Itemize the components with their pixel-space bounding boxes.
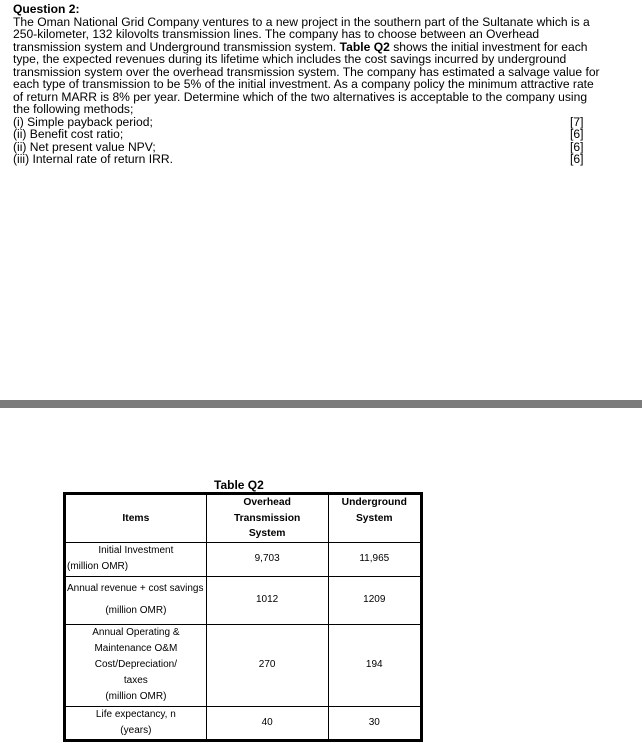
section-divider: [0, 400, 642, 408]
method-label: (ii) Benefit cost ratio;: [13, 127, 124, 141]
method-label: (iii) Internal rate of return IRR.: [13, 152, 173, 166]
question-title: Question 2:: [13, 2, 80, 16]
question-line: each type of transmission to be 5% of the initial investment. As a company policy the minimum attractive rate: [13, 77, 594, 91]
underground-value: 1209: [328, 576, 421, 624]
question-line-part: transmission system and Underground transmission system.: [13, 39, 337, 54]
question-line: type, the expected revenues during its lifetime which includes the cost savings incurred by underground: [13, 52, 567, 66]
table-row: [65, 576, 422, 624]
item-cell: [65, 542, 207, 576]
item-line: (million OMR): [67, 561, 129, 572]
question-line: The Oman National Grid Company ventures to a new project in the southern part of the Sultanate which is a: [13, 14, 590, 29]
item-line: (million OMR): [105, 691, 167, 702]
item-line: (million OMR): [105, 605, 167, 616]
item-cell: [65, 576, 207, 624]
item-line: Life expectancy, n: [95, 708, 176, 720]
item-line: (years): [120, 724, 152, 736]
header-underground: [328, 494, 421, 543]
item-cell: [65, 624, 207, 706]
question-line: 250-kilometer, 132 kilovolts transmission lines. The company has to choose between an Overhead: [13, 27, 540, 41]
item-cell: [65, 706, 207, 740]
table-row: [65, 706, 422, 740]
question-line: the following methods;: [13, 102, 134, 116]
investment-table: [63, 492, 423, 742]
methods-list: [13, 116, 584, 166]
header-overhead: [206, 494, 328, 543]
underground-value: 11,965: [328, 542, 421, 576]
question-line: transmission system over the overhead transmission system. The company has estimated a salvage value for: [13, 64, 600, 79]
table-row: [65, 624, 422, 706]
item-line: taxes: [123, 675, 148, 686]
header-underground-line: System: [355, 512, 393, 524]
method-item: [13, 128, 584, 141]
method-item: [13, 153, 584, 166]
header-overhead-line: Transmission: [233, 512, 301, 524]
header-items: Items: [65, 494, 207, 543]
method-label: (ii) Net present value NPV;: [13, 139, 156, 154]
question-line: of return MARR is 8% per year. Determine which of the two alternatives is acceptable to the company using: [13, 89, 588, 104]
header-overhead-line: Overhead: [243, 497, 291, 508]
item-line: Initial Investment: [98, 545, 174, 556]
method-marks: [6]: [570, 152, 584, 166]
method-label: (i) Simple payback period;: [13, 114, 153, 129]
underground-value: 30: [328, 706, 421, 740]
question-block: [13, 0, 635, 166]
overhead-value: 40: [206, 706, 328, 740]
header-overhead-line: System: [248, 528, 286, 539]
header-underground-line: Underground: [341, 497, 407, 508]
item-line: Annual Operating &: [92, 627, 180, 638]
item-line: Annual revenue + cost savings: [67, 583, 204, 594]
item-line: Maintenance O&M: [94, 643, 178, 654]
underground-value: 194: [328, 624, 421, 706]
method-marks: [6]: [570, 127, 584, 141]
method-marks: [7]: [570, 114, 584, 129]
table-reference: Table Q2: [339, 39, 390, 54]
table-row: [65, 542, 422, 576]
overhead-value: 1012: [206, 576, 328, 624]
question-text: [13, 16, 635, 116]
overhead-value: 9,703: [206, 542, 328, 576]
overhead-value: 270: [206, 624, 328, 706]
item-line: Cost/Depreciation/: [94, 659, 177, 670]
question-line-part: shows the initial investment for each: [393, 39, 588, 54]
table-caption: Table Q2: [214, 478, 264, 492]
method-marks: [6]: [570, 139, 584, 154]
table-header-row: [65, 494, 422, 543]
